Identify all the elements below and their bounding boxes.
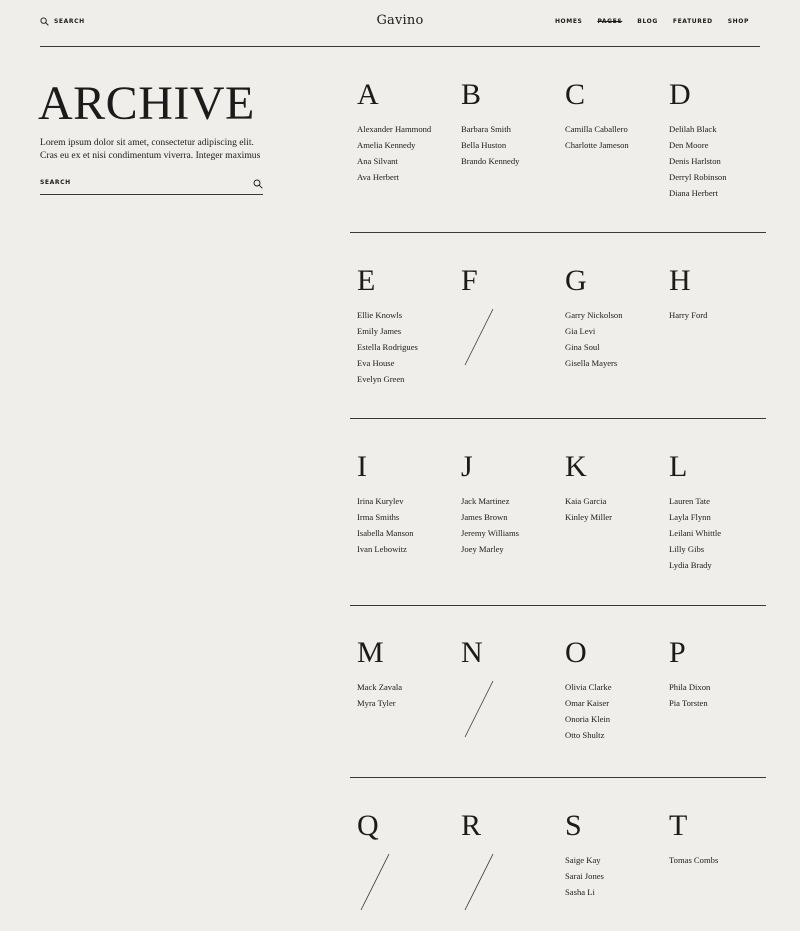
archive-column-h (662, 266, 766, 324)
main-nav (555, 18, 749, 25)
nav-item-shop[interactable]: SHOP (727, 18, 749, 25)
name-link[interactable]: Brando Kennedy (461, 155, 520, 166)
row-divider (350, 418, 766, 419)
name-link[interactable]: Lauren Tate (669, 496, 710, 506)
name-link[interactable]: Derryl Robinson (669, 171, 727, 182)
archive-column-c (558, 80, 662, 154)
archive-column-o (558, 638, 662, 744)
archive-row (350, 266, 766, 419)
name-link[interactable]: Isabella Manson (357, 527, 414, 538)
archive-letter: D (669, 78, 691, 111)
name-list (669, 122, 766, 202)
name-link[interactable]: Gia Levi (565, 325, 596, 336)
name-link[interactable]: Harry Ford (669, 310, 708, 320)
name-link[interactable]: Denis Harlston (669, 155, 721, 166)
archive-letter: C (565, 78, 586, 111)
name-list (565, 853, 662, 901)
archive-letter: I (357, 450, 367, 483)
name-link[interactable]: Estella Rodrigues (357, 341, 418, 352)
archive-column-r (454, 811, 558, 915)
name-link[interactable]: Otto Shultz (565, 729, 605, 740)
name-link[interactable]: Onoria Klein (565, 713, 611, 724)
search-icon[interactable] (253, 179, 263, 189)
archive-letter: B (461, 78, 482, 111)
empty-slash-icon (360, 853, 390, 911)
name-list (669, 680, 766, 712)
name-link[interactable]: Ivan Lebowitz (357, 543, 407, 554)
archive-letter: H (669, 264, 691, 297)
name-link[interactable]: Ellie Knowls (357, 310, 403, 320)
name-link[interactable]: Irma Smiths (357, 511, 400, 522)
archive-letter: Q (357, 809, 379, 842)
name-link[interactable]: Barbara Smith (461, 124, 511, 134)
name-list (357, 680, 454, 712)
name-list (669, 494, 766, 574)
name-link[interactable]: Charlotte Jameson (565, 139, 629, 150)
archive-column-g (558, 266, 662, 372)
archive-letter: J (461, 450, 473, 483)
archive-row (350, 80, 766, 233)
name-link[interactable]: Mack Zavala (357, 682, 403, 692)
name-list (357, 494, 454, 558)
name-link[interactable]: Den Moore (669, 139, 709, 150)
archive-column-e (350, 266, 454, 388)
archive-letter: M (357, 636, 384, 669)
archive-row (350, 811, 766, 931)
row-divider (350, 777, 766, 778)
name-link[interactable]: Bella Huston (461, 139, 507, 150)
row-divider (350, 232, 766, 233)
site-logo[interactable]: Gavino (376, 13, 424, 28)
nav-item-homes[interactable]: HOMES (554, 18, 583, 25)
archive-letter: L (669, 450, 688, 483)
name-link[interactable]: Evelyn Green (357, 373, 405, 384)
archive-column-n (454, 638, 558, 742)
name-link[interactable]: Tomas Combs (669, 855, 719, 865)
name-link[interactable]: Pia Torsten (669, 697, 708, 708)
header-search-label: SEARCH (54, 18, 85, 25)
name-link[interactable]: Kinley Miller (565, 511, 613, 522)
archive-column-f (454, 266, 558, 370)
archive-row (350, 638, 766, 778)
name-link[interactable]: Phila Dixon (669, 682, 711, 692)
nav-item-blog[interactable]: BLOG (637, 18, 658, 25)
archive-letter: G (565, 264, 587, 297)
archive-column-j (454, 452, 558, 558)
name-link[interactable]: Garry Nickolson (565, 310, 623, 320)
archive-letter: T (669, 809, 688, 842)
name-link[interactable]: Lydia Brady (669, 559, 712, 570)
archive-column-q (350, 811, 454, 915)
archive-search-input[interactable] (40, 179, 240, 186)
name-link[interactable]: Sasha Li (565, 886, 595, 897)
empty-slash-icon (464, 853, 494, 911)
name-list (565, 494, 662, 526)
site-header (40, 0, 760, 47)
intro-text: Lorem ipsum dolor sit amet, consectetur adipiscing elit. Cras eu ex et nisi condimentum viverra. Integer maximus (40, 137, 261, 161)
name-link[interactable]: Lilly Gibs (669, 543, 705, 554)
name-link[interactable]: Saige Kay (565, 855, 601, 865)
name-link[interactable]: Olivia Clarke (565, 682, 612, 692)
name-list (565, 122, 662, 154)
archive-column-i (350, 452, 454, 558)
name-link[interactable]: Amelia Kennedy (357, 139, 416, 150)
name-link[interactable]: Jack Martinez (461, 496, 510, 506)
archive-search-form (40, 177, 263, 195)
archive-letter: E (357, 264, 376, 297)
name-list (461, 122, 558, 170)
archive-letter: N (461, 636, 483, 669)
name-link[interactable]: Joey Marley (461, 543, 504, 554)
archive-column-k (558, 452, 662, 526)
name-list (565, 308, 662, 372)
archive-column-d (662, 80, 766, 202)
archive-row (350, 452, 766, 606)
nav-item-pages[interactable]: PAGES (597, 18, 623, 25)
name-link[interactable]: Leilani Whittle (669, 527, 722, 538)
name-link[interactable]: Sarai Jones (565, 870, 604, 881)
archive-column-t (662, 811, 766, 869)
name-list (565, 680, 662, 744)
name-link[interactable]: Gisella Mayers (565, 357, 618, 368)
nav-item-featured[interactable]: FEATURED (672, 18, 713, 25)
archive-letter: F (461, 264, 478, 297)
name-link[interactable]: Ana Silvant (357, 155, 398, 166)
name-link[interactable]: Emily James (357, 325, 402, 336)
name-link[interactable]: Alexander Hammond (357, 124, 432, 134)
empty-slash-icon (464, 680, 494, 738)
name-link[interactable]: Irina Kurylev (357, 496, 404, 506)
name-list (669, 853, 766, 869)
archive-letter: A (357, 78, 379, 111)
name-link[interactable]: Delilah Black (669, 124, 717, 134)
name-link[interactable]: Kaia Garcia (565, 496, 607, 506)
name-link[interactable]: Jeremy Williams (461, 527, 519, 538)
row-divider (350, 605, 766, 606)
name-list (357, 308, 454, 388)
archive-letter: R (461, 809, 482, 842)
name-link[interactable]: Myra Tyler (357, 697, 396, 708)
name-link[interactable]: James Brown (461, 511, 508, 522)
name-list (669, 308, 766, 324)
archive-letter: O (565, 636, 587, 669)
archive-column-s (558, 811, 662, 901)
archive-column-b (454, 80, 558, 170)
archive-letter: P (669, 636, 686, 669)
archive-column-l (662, 452, 766, 574)
name-link[interactable]: Layla Flynn (669, 511, 711, 522)
name-link[interactable]: Gina Soul (565, 341, 600, 352)
name-link[interactable]: Eva House (357, 357, 395, 368)
page-title: ARCHIVE (38, 77, 255, 130)
archive-column-m (350, 638, 454, 712)
archive-column-p (662, 638, 766, 712)
archive-letter: S (565, 809, 582, 842)
name-link[interactable]: Ava Herbert (357, 171, 400, 182)
name-list (461, 494, 558, 558)
archive-letter: K (565, 450, 587, 483)
name-link[interactable]: Camilla Caballero (565, 124, 628, 134)
name-link[interactable]: Omar Kaiser (565, 697, 610, 708)
name-list (357, 122, 454, 186)
archive-column-a (350, 80, 454, 186)
name-link[interactable]: Diana Herbert (669, 187, 718, 198)
empty-slash-icon (464, 308, 494, 366)
